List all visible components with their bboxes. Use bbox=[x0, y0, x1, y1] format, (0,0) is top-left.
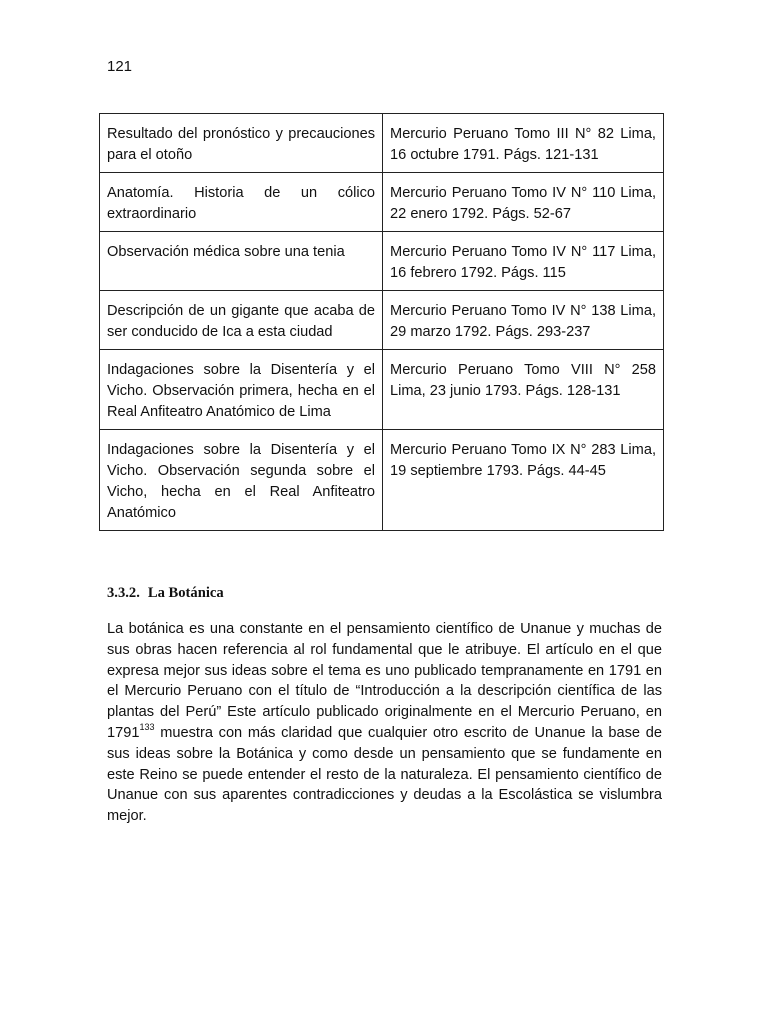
table-cell-source: Mercurio Peruano Tomo VIII N° 258 Lima, 23 junio 1793. Págs. 128-131 bbox=[383, 350, 664, 430]
body-paragraph bbox=[107, 619, 662, 827]
table-row bbox=[100, 350, 664, 430]
section-number: 3.3.2. bbox=[107, 585, 140, 601]
table-row bbox=[100, 430, 664, 531]
table-cell-source: Mercurio Peruano Tomo IX N° 283 Lima, 19 septiembre 1793. Págs. 44-45 bbox=[383, 430, 664, 531]
section-heading bbox=[107, 585, 224, 602]
footnote-reference[interactable]: 133 bbox=[139, 721, 155, 732]
table-cell-title: Descripción de un gigante que acaba de ser conducido de Ica a esta ciudad bbox=[100, 291, 383, 350]
references-table bbox=[99, 113, 664, 531]
table-row bbox=[100, 114, 664, 173]
section-title: La Botánica bbox=[147, 585, 224, 601]
table-row bbox=[100, 291, 664, 350]
table-cell-title: Indagaciones sobre la Disentería y el Vicho. Observación segunda sobre el Vicho, hecha en el Real Anfiteatro Anatómico bbox=[100, 430, 383, 531]
table-cell-title: Resultado del pronóstico y precauciones para el otoño bbox=[100, 114, 383, 173]
table-cell-source: Mercurio Peruano Tomo IV N° 110 Lima, 22 enero 1792. Págs. 52-67 bbox=[383, 173, 664, 232]
table-cell-title: Observación médica sobre una tenia bbox=[100, 232, 383, 291]
table-row bbox=[100, 173, 664, 232]
table-cell-source: Mercurio Peruano Tomo III N° 82 Lima, 16 octubre 1791. Págs. 121-131 bbox=[383, 114, 664, 173]
page-number: 121 bbox=[107, 58, 133, 75]
table-cell-title: Indagaciones sobre la Disentería y el Vicho. Observación primera, hecha en el Real Anfiteatro Anatómico de Lima bbox=[100, 350, 383, 430]
paragraph-text: muestra con más claridad que cualquier otro escrito de Unanue la base de sus ideas sobre la Botánica y como desde un pensamiento que se fundamente en este Reino se puede entender el resto de la naturaleza. El pensamiento científico de Unanue con sus aparentes contradicciones y deudas a la Escolástica se vislumbra mejor. bbox=[107, 724, 662, 825]
table-row bbox=[100, 232, 664, 291]
table-cell-source: Mercurio Peruano Tomo IV N° 138 Lima, 29 marzo 1792. Págs. 293-237 bbox=[383, 291, 664, 350]
table-cell-title: Anatomía. Historia de un cólico extraordinario bbox=[100, 173, 383, 232]
paragraph-text: La botánica es una constante en el pensamiento científico de Unanue y muchas de sus obras hacen referencia al rol fundamental que le atribuye. El artículo en el que expresa mejor sus ideas sobre el tema es uno publicado tempranamente en 1791 en el Mercurio Peruano con el título de “Introducción a la descripción científica de las plantas del Perú” Este artículo publicado originalmente en el Mercurio Peruano, en 1791 bbox=[107, 621, 662, 741]
table-cell-source: Mercurio Peruano Tomo IV N° 117 Lima, 16 febrero 1792. Págs. 115 bbox=[383, 232, 664, 291]
